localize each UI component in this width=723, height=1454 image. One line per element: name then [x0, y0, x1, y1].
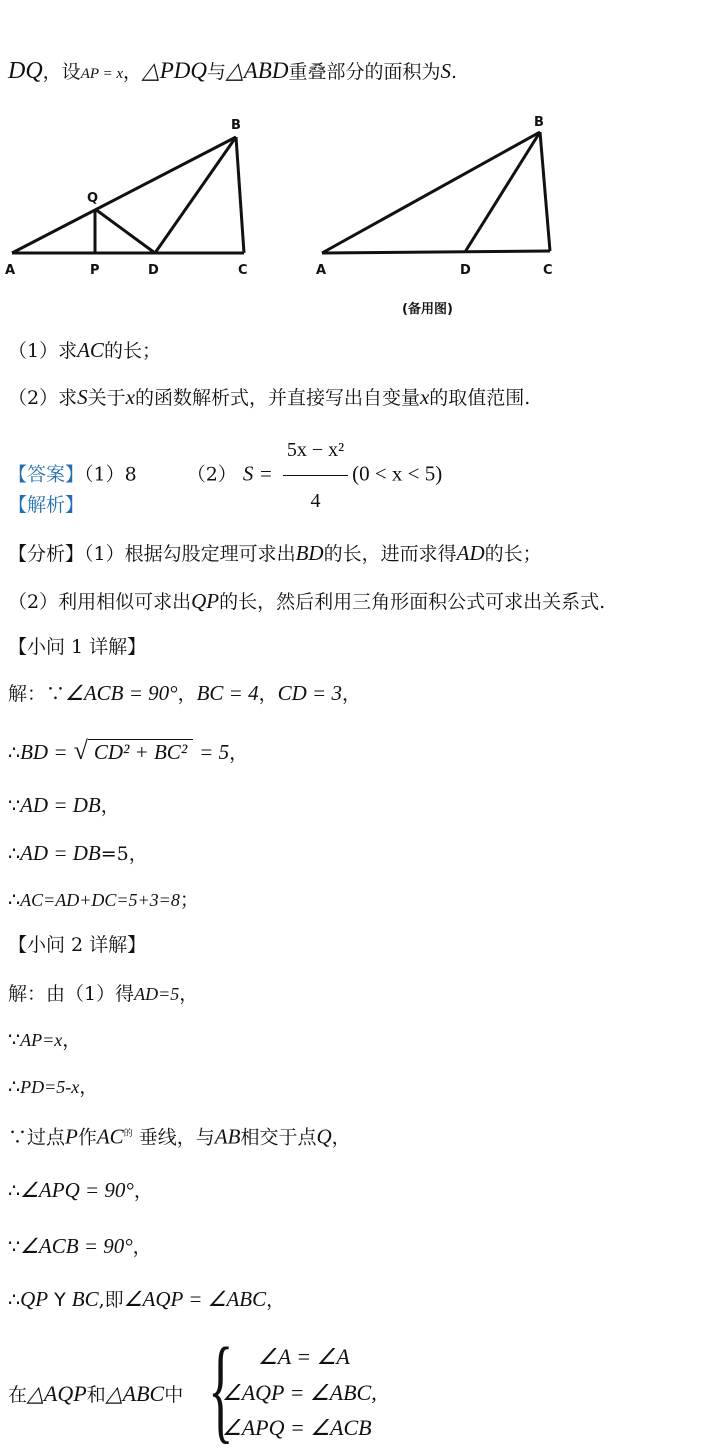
solution-2-line-4: ∵过点P作$AC^的$ 垂线，与AB相交于点Q，	[8, 1124, 351, 1149]
subsection-2-title: 【小问 2 详解】	[8, 934, 147, 956]
system-row-3: ∠APQ = ∠ACB	[222, 1415, 372, 1440]
label-a-2: A	[316, 263, 327, 278]
analysis-tag: 【解析】	[8, 494, 85, 516]
subsection-1-title: 【小问 1 详解】	[8, 636, 147, 658]
label-d-2: D	[460, 263, 471, 278]
question-1: （1）求AC的长；	[8, 338, 161, 362]
system-row-2: ∠AQP = ∠ABC,	[222, 1380, 377, 1405]
fenxi-line-2: （2）利用相似可求出QP的长，然后利用三角形面积公式可求出关系式.	[8, 589, 606, 613]
segment-dq: DQ	[8, 58, 43, 84]
solution-1-line-4: ∴AD = DB=5，	[8, 841, 148, 865]
label-d: D	[148, 263, 159, 278]
geometry-figure-2	[310, 110, 580, 290]
answer-tag: 【答案】	[8, 463, 85, 486]
fenxi-line-1: 【分析】（1）根据勾股定理可求出BD的长，进而求得AD的长；	[8, 541, 542, 565]
solution-2-line-7: ∴QP Y BC,即∠AQP = ∠ABC，	[8, 1287, 286, 1311]
label-a: A	[5, 263, 16, 278]
triangle-abd: △ABD	[226, 58, 289, 83]
geometry-figure-1	[0, 110, 270, 290]
solution-1-line-3: ∵AD = DB，	[8, 793, 120, 817]
solution-2-line-3: ∴PD=5-x，	[8, 1076, 99, 1098]
answer-fraction: $\frac{\text{5x − x²}}{4}$	[283, 425, 348, 526]
solution-2-line-6: ∵∠ACB = 90°，	[8, 1234, 152, 1258]
question-2: （2）求S关于x的函数解析式，并直接写出自变量x的取值范围.	[8, 385, 531, 409]
solution-2-line-1: 解：由（1）得AD=5，	[8, 983, 199, 1005]
solution-1-line-1: 解：∵∠ACB = 90°，BC = 4，CD = 3，	[8, 681, 361, 705]
solution-1-line-2: ∴BD = √ CD² + BC² = 5，	[8, 736, 249, 765]
label-b-2: B	[534, 115, 544, 130]
label-p: P	[90, 263, 100, 278]
label-b: B	[231, 118, 241, 133]
solution-2-line-5: ∴∠APQ = 90°，	[8, 1178, 153, 1202]
label-q: Q	[87, 191, 99, 206]
solution-1-line-5: ∴AC=AD+DC=5+3=8；	[8, 889, 199, 911]
solution-2-line-2: ∵AP=x，	[8, 1029, 82, 1051]
triangle-pdq: △PDQ	[142, 58, 208, 83]
intro-line: DQ，设AP = x，△PDQ与△ABD重叠部分的面积为S.	[8, 58, 457, 84]
solution-2-line-8: 在△AQP和△ABC中	[8, 1381, 184, 1406]
figure-caption: (备用图)	[402, 302, 453, 317]
system-brace: {	[208, 1323, 234, 1454]
answer-line: 【答案】（1）8 （2） S = $\frac{\text{5x − x²}}{4}$ (0 < x < 5)	[8, 425, 442, 526]
label-c-2: C	[543, 263, 553, 278]
system-row-1: ∠A = ∠A	[258, 1344, 350, 1369]
label-c: C	[238, 263, 248, 278]
